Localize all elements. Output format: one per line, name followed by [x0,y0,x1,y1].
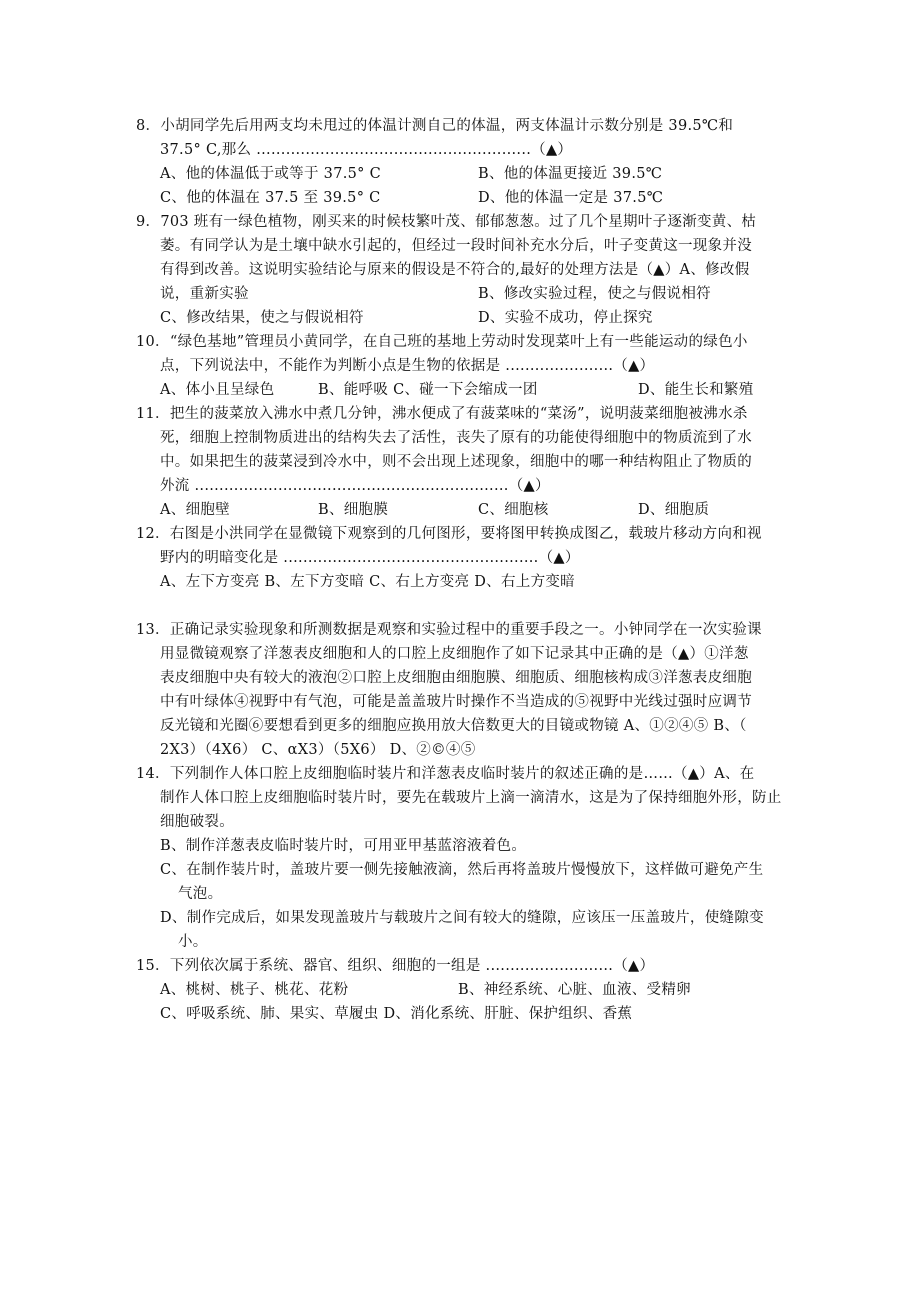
question-13-line-6: 2X3）（4X6） C、αX3）（5X6） D、②©④⑤ [160,742,476,758]
question-14-option-d: D、制作完成后，如果发现盖玻片与载玻片之间有较大的缝隙，应该压一压盖玻片，使缝隙变 [160,910,764,926]
question-11-option-d: D、细胞质 [638,502,710,518]
question-12-line-1: 12．右图是小洪同学在显微镜下观察到的几何图形，要将图甲转换成图乙，载玻片移动方向和视 [136,526,762,542]
question-10-option-a: A、体小且呈绿色 [160,382,275,398]
question-8-option-b: B、他的体温更接近 39.5℃ [478,166,663,182]
question-11-line-1: 11．把生的菠菜放入沸水中煮几分钟，沸水便成了有菠菜味的“菜汤”，说明菠菜细胞被沸水杀 [136,406,748,422]
question-14-option-d-cont: 小。 [178,934,208,950]
question-8-line-2: 37.5° C,那么 ........................................................（▲） [160,142,573,158]
question-14-option-b: B、制作洋葱表皮临时装片时，可用亚甲基蓝溶液着色。 [160,838,527,854]
question-14-line-1: 14．下列制作人体口腔上皮细胞临时装片和洋葱表皮临时装片的叙述正确的是……（▲）A、在 [136,766,755,782]
question-13-line-3: 表皮细胞中央有较大的液泡②口腔上皮细胞由细胞膜、细胞质、细胞核构成③洋葱表皮细胞 [160,670,752,686]
question-13-line-4: 中有叶绿体④视野中有气泡，可能是盖盖玻片时操作不当造成的⑤视野中光线过强时应调节 [160,694,752,710]
question-15-option-cd: C、呼吸系统、肺、果实、草履虫 D、消化系统、肝脏、保护组织、香蕉 [160,1006,633,1022]
question-9-option-c: C、修改结果，使之与假说相符 [160,310,364,326]
question-12-line-2: 野内的明暗变化是 ....................................................（▲） [160,550,580,566]
question-11-option-b: B、细胞膜 [318,502,389,518]
question-13-line-1: 13．正确记录实验现象和所测数据是观察和实验过程中的重要手段之一。小钟同学在一次实验课 [136,622,762,638]
question-13-line-5: 反光镜和光圈⑥要想看到更多的细胞应换用放大倍数更大的目镜或物镜 A、①②④⑤ B、（ [160,718,747,734]
question-9-option-a-cont: 说，重新实验 [160,286,249,302]
question-15-option-b: B、神经系统、心脏、血液、受精卵 [458,982,691,998]
question-10-option-bc: B、能呼吸 C、碰一下会缩成一团 [318,382,538,398]
question-11-line-4: 外流 ................................................................（▲） [160,478,550,494]
question-8-line-1: 8．小胡同学先后用两支均未甩过的体温计测自己的体温，两支体温计示数分别是 39.5℃和 [136,118,734,134]
question-12-options: A、左下方变亮 B、左下方变暗 C、右上方变亮 D、右上方变暗 [160,574,575,590]
question-8-option-d: D、他的体温一定是 37.5℃ [478,190,664,206]
question-15-option-a: A、桃树、桃子、桃花、花粉 [160,982,349,998]
question-9-line-1: 9．703 班有一绿色植物，刚买来的时候枝繁叶茂、郁郁葱葱。过了几个星期叶子逐渐变黄、枯 [136,214,757,230]
question-9-line-2: 萎。有同学认为是土壤中缺水引起的，但经过一段时间补充水分后，叶子变黄这一现象并没 [160,238,752,254]
question-14-line-3: 细胞破裂。 [160,814,234,830]
question-9-line-3: 有得到改善。这说明实验结论与原来的假设是不符合的,最好的处理方法是（▲）A、修改假 [160,262,750,278]
question-14-option-c: C、在制作装片时，盖玻片要一侧先接触液滴，然后再将盖玻片慢慢放下，这样做可避免产生 [160,862,764,878]
question-10-line-2: 点，下列说法中，不能作为判断小点是生物的依据是 ......................（▲） [160,358,655,374]
question-11-option-a: A、细胞壁 [160,502,230,518]
question-14-line-2: 制作人体口腔上皮细胞临时装片时，要先在载玻片上滴一滴清水，这是为了保持细胞外形，防止 [160,790,782,806]
question-14-option-c-cont: 气泡。 [178,886,223,902]
question-10-option-d: D、能生长和繁殖 [638,382,754,398]
question-10-line-1: 10．“绿色基地”管理员小黄同学，在自己班的基地上劳动时发现菜叶上有一些能运动的绿色小 [136,334,748,350]
question-8-option-c: C、他的体温在 37.5 至 39.5° C [160,190,381,206]
question-11-line-2: 死，细胞上控制物质进出的结构失去了活性，丧失了原有的功能使得细胞中的物质流到了水 [160,430,752,446]
question-11-line-3: 中。如果把生的菠菜浸到冷水中，则不会出现上述现象，细胞中的哪一种结构阻止了物质的 [160,454,752,470]
question-9-option-d: D、实验不成功，停止探究 [478,310,653,326]
question-15-line-1: 15．下列依次属于系统、器官、组织、细胞的一组是 ..........................（▲） [136,958,655,974]
question-9-option-b: B、修改实验过程，使之与假说相符 [478,286,711,302]
question-8-option-a: A、他的体温低于或等于 37.5° C [160,166,382,182]
question-11-option-c: C、细胞核 [478,502,549,518]
question-13-line-2: 用显微镜观察了洋葱表皮细胞和人的口腔上皮细胞作了如下记录其中正确的是（▲）①洋葱 [160,646,749,662]
